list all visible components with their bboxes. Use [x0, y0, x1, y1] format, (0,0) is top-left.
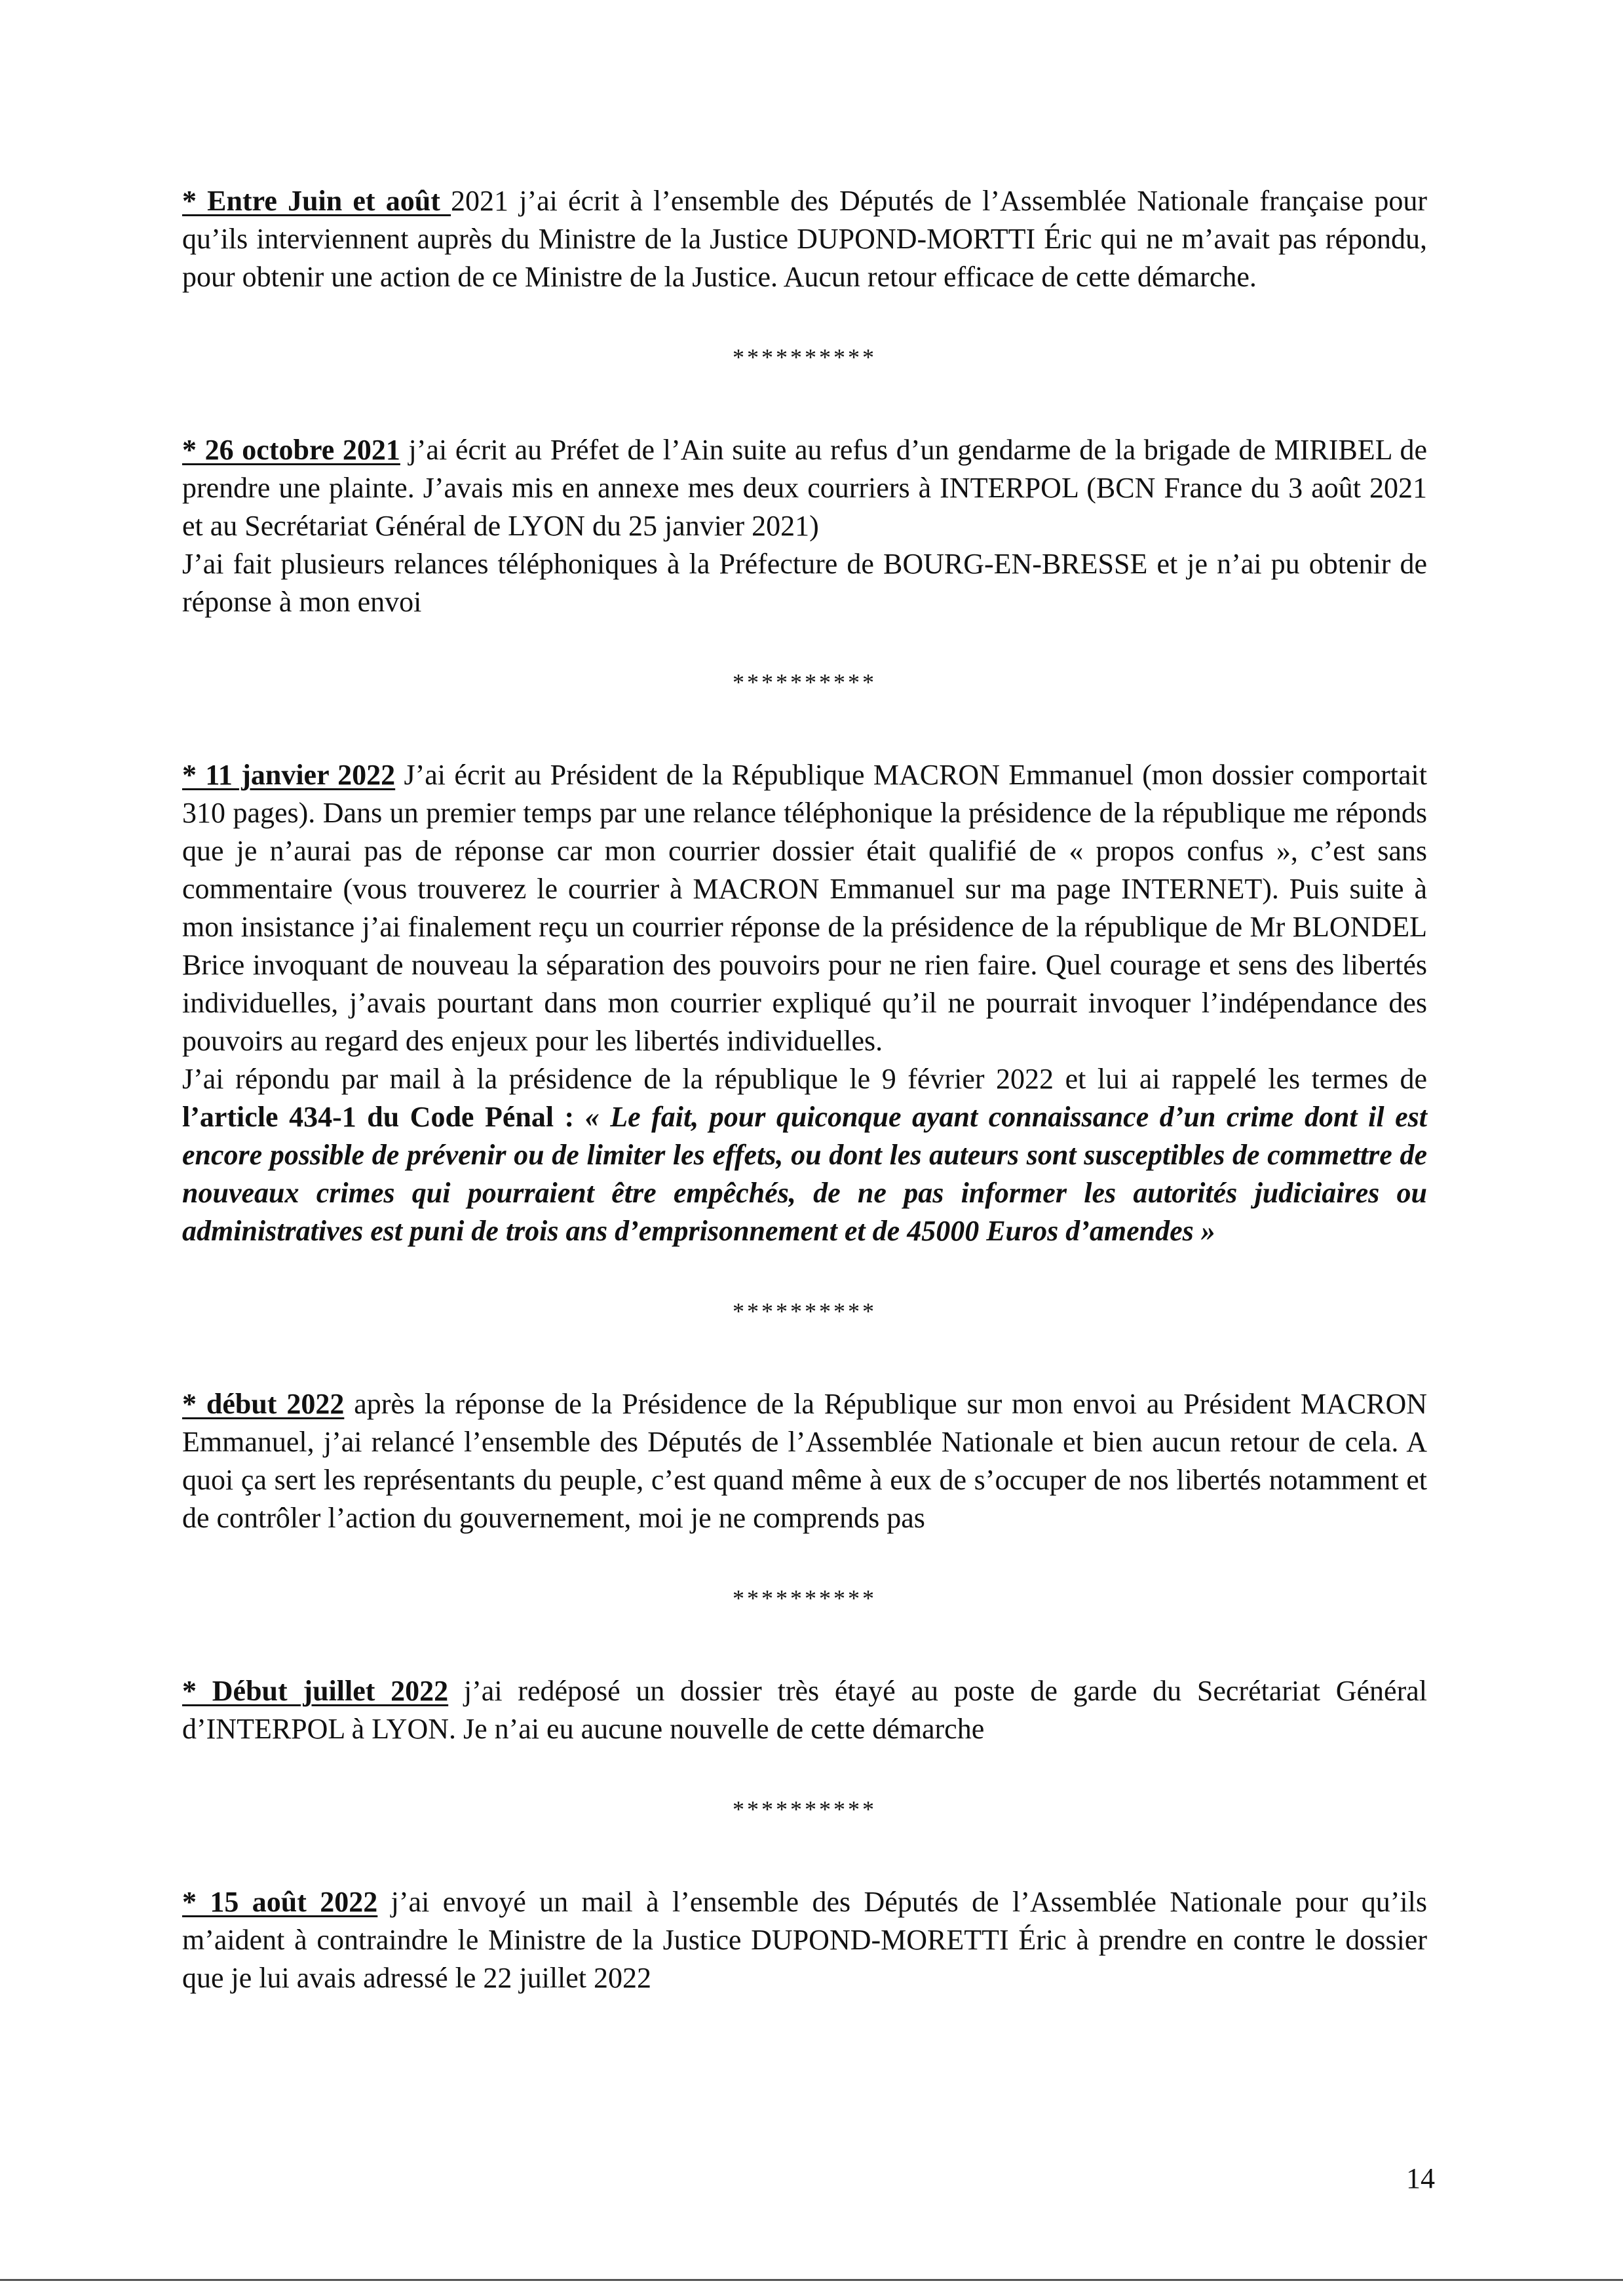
entry-paragraph — [182, 182, 1427, 296]
entry-paragraph — [182, 431, 1427, 545]
entry-paragraph — [182, 1883, 1427, 1997]
entry-text: j’ai redéposé un dossier très étayé au poste de garde du Secrétariat Général d’INTERPOL à LYON. Je n’ai eu aucune nouvelle de cette démarche — [182, 1675, 1427, 1745]
entry-heading: * 15 août 2022 — [182, 1886, 378, 1918]
separator: ********** — [733, 1796, 877, 1822]
article-lead: J’ai répondu par mail à la présidence de la république le 9 février 2022 et lui ai rappelé les termes de — [182, 1063, 1427, 1095]
article-quote: « Le fait, pour quiconque ayant connaissance d’un crime dont il est encore possible de prévenir ou de limiter les effets, ou dont les auteurs sont susceptibles de commettre de nouveaux crimes qui pourraient être empêchés, de ne pas informer les autorités judiciaires ou administratives est puni de trois ans d’emprisonnement et de 45000 Euros d’amendes » — [182, 1101, 1427, 1247]
entry-paragraph — [182, 756, 1427, 1060]
article-reference: l’article 434-1 du Code Pénal : — [182, 1101, 585, 1133]
entry-text: 2021 j’ai écrit à l’ensemble des Députés de l’Assemblée Nationale française pour qu’ils interviennent auprès du Ministre de la Justice DUPOND-MORTTI Éric qui ne m’avait pas répondu, pour obtenir une action de ce Ministre de la Justice. Aucun retour efficace de cette démarche. — [182, 185, 1427, 293]
entry-paragraph — [182, 1385, 1427, 1537]
entry-juin-aout-2021 — [182, 182, 1427, 296]
entry-debut-juillet-2022 — [182, 1672, 1427, 1748]
page-content — [182, 182, 1427, 1997]
page-number: 14 — [1406, 2162, 1435, 2194]
entry-debut-2022 — [182, 1385, 1427, 1537]
separator: ********** — [733, 344, 877, 370]
entry-text: j’ai écrit au Préfet de l’Ain suite au refus d’un gendarme de la brigade de MIRIBEL de prendre une plainte. J’avais mis en annexe mes deux courriers à INTERPOL (BCN France du 3 août 2021 et au Secrétariat Général de LYON du 25 janvier 2021) — [182, 434, 1428, 542]
separator: ********** — [733, 1585, 877, 1611]
separator: ********** — [733, 1298, 877, 1324]
entry-text: j’ai envoyé un mail à l’ensemble des Députés de l’Assemblée Nationale pour qu’ils m’aident à contraindre le Ministre de la Justice DUPOND-MORETTI Éric à prendre en contre le dossier que je lui avais adressé le 22 juillet 2022 — [182, 1886, 1428, 1994]
entry-paragraph: J’ai fait plusieurs relances téléphoniques à la Préfecture de BOURG-EN-BRESSE et je n’ai pu obtenir de réponse à mon envoi — [182, 548, 1427, 618]
entry-heading: * 26 octobre 2021 — [182, 434, 400, 466]
entry-heading: * Entre Juin et août — [182, 185, 451, 217]
entry-heading: * 11 janvier 2022 — [182, 759, 396, 791]
entry-text: après la réponse de la Présidence de la République sur mon envoi au Président MACRON Emmanuel, j’ai relancé l’ensemble des Députés de l’Assemblée Nationale et bien aucun retour de cela. A quoi ça sert les représentants du peuple, c’est quand même à eux de s’occuper de nos libertés notamment et de contrôler l’action du gouvernement, moi je ne comprends pas — [182, 1388, 1427, 1534]
entry-text: J’ai écrit au Président de la République MACRON Emmanuel (mon dossier comportait 310 pages). Dans un premier temps par une relance téléphonique la présidence de la république me réponds que je n’aurai pas de réponse car mon courrier dossier était qualifié de « propos confus », c’est sans commentaire (vous trouverez le courrier à MACRON Emmanuel sur ma page INTERNET). Puis suite à mon insistance j’ai finalement reçu un courrier réponse de la présidence de la république de Mr BLONDEL Brice invoquant de nouveau la séparation des pouvoirs pour ne rien faire. Quel courage et sens des libertés individuelles, j’avais pourtant dans mon courrier expliqué qu’il ne pourrait invoquer l’indépendance des pouvoirs au regard des enjeux pour les libertés individuelles. — [182, 759, 1427, 1057]
entry-11-janvier-2022 — [182, 756, 1427, 1250]
separator: ********** — [733, 669, 877, 695]
bottom-rule — [0, 2279, 1623, 2281]
entry-paragraph — [182, 1672, 1427, 1748]
entry-15-aout-2022 — [182, 1883, 1427, 1997]
article-paragraph — [182, 1060, 1427, 1250]
entry-26-octobre-2021 — [182, 431, 1427, 621]
entry-heading: * début 2022 — [182, 1388, 345, 1420]
entry-heading: * Début juillet 2022 — [182, 1675, 449, 1707]
